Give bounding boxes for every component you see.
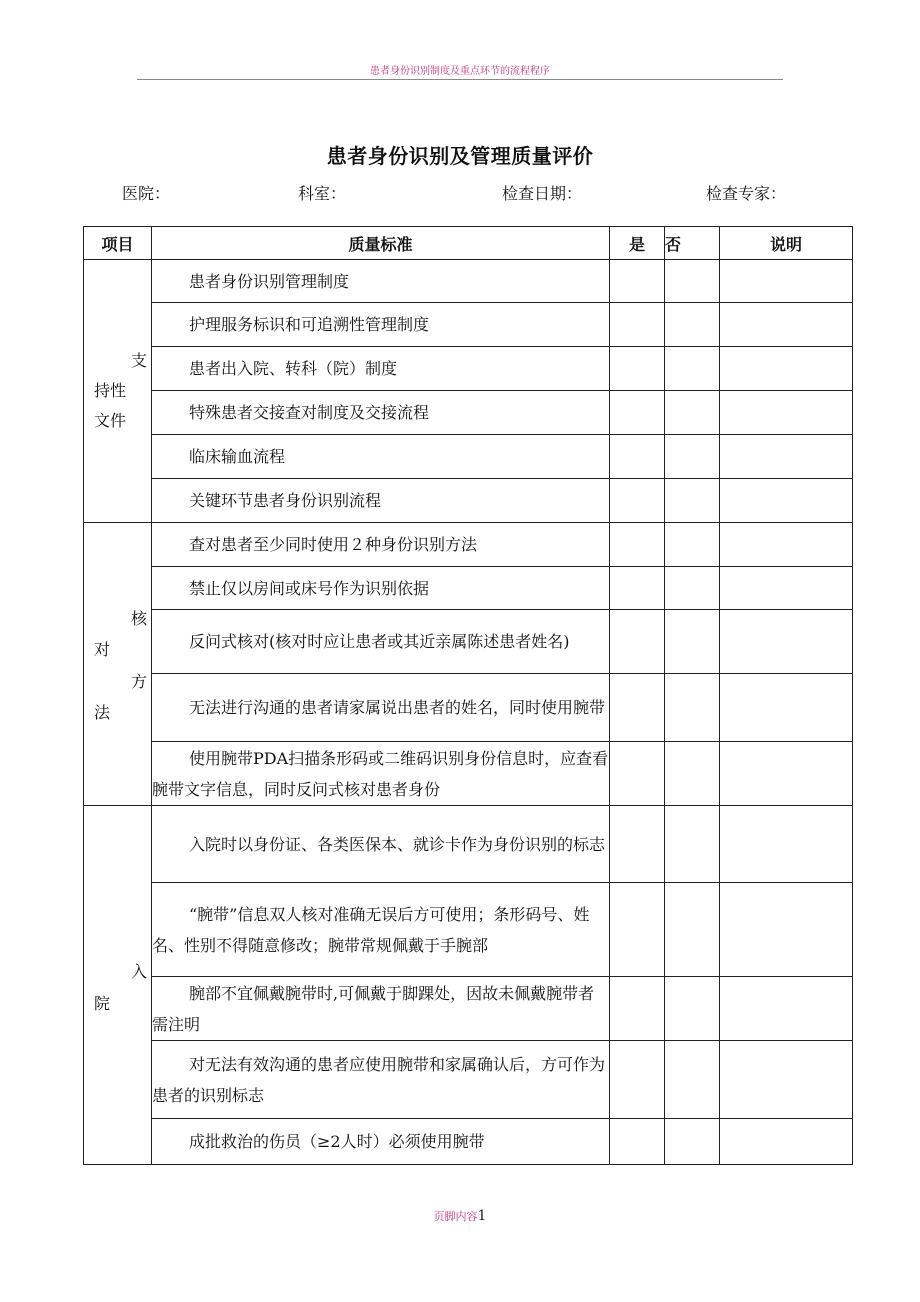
no-cell[interactable] [665,435,720,479]
category-text: 核 [131,609,148,628]
criterion-text: 查对患者至少同时使用２种身份识别方法 [189,535,478,554]
criterion-cell [152,806,610,883]
no-cell[interactable] [665,523,720,567]
page-number: 1 [477,1208,487,1224]
note-cell[interactable] [720,742,853,806]
note-cell[interactable] [720,391,853,435]
criterion-text: 入院时以身份证、各类医保本、就诊卡作为身份识别的标志 [189,834,606,854]
note-cell[interactable] [720,260,853,303]
note-cell[interactable] [720,883,853,977]
note-cell[interactable] [720,674,853,742]
criterion-text: 临床输血流程 [189,447,286,466]
table-row [84,883,853,977]
table-row [84,347,853,391]
yes-cell[interactable] [610,674,665,742]
yes-cell[interactable] [610,883,665,977]
criterion-text: 反问式核对(核对时应让患者或其近亲属陈述患者姓名) [189,632,570,651]
yes-cell[interactable] [610,806,665,883]
criterion-text: 禁止仅以房间或床号作为识别依据 [189,578,430,598]
column-header: 质量标准 [152,227,610,260]
category-text: 方 [131,672,148,691]
table-row [84,1119,853,1165]
note-cell[interactable] [720,479,853,523]
category-cell [84,523,152,806]
table-header-row [84,227,853,260]
no-cell[interactable] [665,742,720,806]
table-row [84,303,853,347]
criterion-text: 成批救治的伤员（≥2人时）必须使用腕带 [189,1132,485,1151]
column-header: 是 [610,227,665,260]
yes-cell[interactable] [610,1041,665,1119]
criterion-cell [152,260,610,303]
criterion-cell [152,347,610,391]
no-cell[interactable] [665,883,720,977]
note-cell[interactable] [720,523,853,567]
note-cell[interactable] [720,567,853,610]
no-cell[interactable] [665,347,720,391]
yes-cell[interactable] [610,391,665,435]
no-cell[interactable] [665,610,720,674]
note-cell[interactable] [720,977,853,1041]
column-header: 说明 [720,227,853,260]
no-cell[interactable] [665,391,720,435]
yes-cell[interactable] [610,1119,665,1165]
table-row [84,479,853,523]
note-cell[interactable] [720,806,853,883]
category-text: 院 [94,994,111,1013]
no-cell[interactable] [665,977,720,1041]
category-cell [84,260,152,523]
column-header: 否 [665,227,720,260]
criterion-cell [152,742,610,806]
category-text: 文件 [94,411,127,430]
criterion-text: 特殊患者交接查对制度及交接流程 [189,403,430,422]
no-cell[interactable] [665,260,720,303]
criterion-cell [152,610,610,674]
yes-cell[interactable] [610,977,665,1041]
criterion-cell [152,435,610,479]
no-cell[interactable] [665,303,720,347]
category-text: 持性 [94,381,127,400]
note-cell[interactable] [720,610,853,674]
table-row [84,742,853,806]
yes-cell[interactable] [610,479,665,523]
category-text: 法 [94,703,111,722]
category-text: 支 [131,351,148,370]
no-cell[interactable] [665,567,720,610]
hospital-label: 医院： [122,184,171,203]
criterion-text: 患者出入院、转科（院）制度 [189,359,398,378]
no-cell[interactable] [665,674,720,742]
note-cell[interactable] [720,347,853,391]
yes-cell[interactable] [610,742,665,806]
table-row [84,260,853,303]
no-cell[interactable] [665,479,720,523]
table-row [84,523,853,567]
yes-cell[interactable] [610,610,665,674]
check-date-label: 检查日期： [502,184,583,203]
yes-cell[interactable] [610,435,665,479]
criterion-cell [152,1119,610,1165]
expert-label: 检查专家： [706,184,787,203]
page-title: 患者身份识别及管理质量评价 [326,144,594,168]
yes-cell[interactable] [610,303,665,347]
criterion-cell [152,303,610,347]
criterion-text: 关键环节患者身份识别流程 [189,491,382,510]
note-cell[interactable] [720,1041,853,1119]
criterion-text: 腕部不宜佩戴腕带时,可佩戴于脚踝处，因故未佩戴腕带者需注明 [152,983,595,1034]
no-cell[interactable] [665,806,720,883]
criterion-text: 对无法有效沟通的患者应使用腕带和家属确认后，方可作为患者的识别标志 [152,1054,606,1105]
footer-label: 页脚内容 [433,1210,478,1223]
category-text: 对 [94,640,111,659]
table-row [84,674,853,742]
criterion-cell [152,977,610,1041]
criterion-text: 使用腕带PDA扫描条形码或二维码识别身份信息时，应查看腕带文字信息，同时反问式核对患者身份 [152,748,609,799]
table-row [84,806,853,883]
criterion-cell [152,523,610,567]
criterion-text: 护理服务标识和可追溯性管理制度 [189,315,430,334]
table-row [84,391,853,435]
yes-cell[interactable] [610,523,665,567]
criterion-cell [152,391,610,435]
criterion-text: 患者身份识别管理制度 [189,271,350,291]
table-row [84,610,853,674]
department-label: 科室： [298,184,347,203]
yes-cell[interactable] [610,347,665,391]
criterion-cell [152,567,610,610]
note-cell[interactable] [720,435,853,479]
header-rule [137,79,783,80]
criterion-cell [152,674,610,742]
no-cell[interactable] [665,1041,720,1119]
running-header: 患者身份识别制度及重点环节的流程程序 [370,66,550,77]
criterion-cell [152,1041,610,1119]
table-row [84,435,853,479]
table-row [84,977,853,1041]
category-cell [84,806,152,1165]
evaluation-table [83,226,853,1165]
no-cell[interactable] [665,1119,720,1165]
criterion-cell [152,479,610,523]
table-row [84,1041,853,1119]
criterion-cell [152,883,610,977]
page-footer [0,1208,920,1224]
note-cell[interactable] [720,1119,853,1165]
note-cell[interactable] [720,303,853,347]
table-row [84,567,853,610]
column-header: 项目 [84,227,152,260]
yes-cell[interactable] [610,567,665,610]
criterion-text: 无法进行沟通的患者请家属说出患者的姓名，同时使用腕带 [189,698,606,717]
yes-cell[interactable] [610,260,665,303]
criterion-text: “腕带”信息双人核对准确无误后方可使用；条形码号、姓名、性别不得随意修改；腕带常规佩戴于手腕部 [152,904,590,955]
category-text: 入 [131,962,148,981]
